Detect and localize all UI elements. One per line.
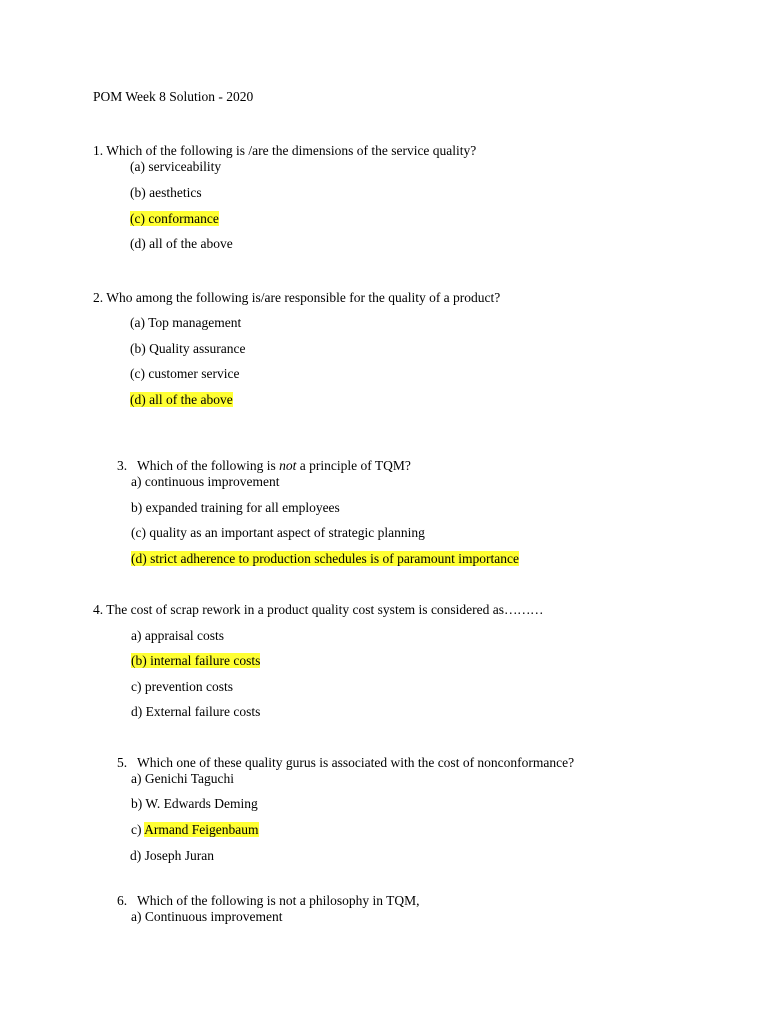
option-correct: (c) conformance xyxy=(130,211,219,226)
document-title: POM Week 8 Solution - 2020 xyxy=(93,89,254,104)
option-correct: (d) strict adherence to production schedules is of paramount importance xyxy=(131,551,519,566)
option: d) External failure costs xyxy=(131,704,261,719)
option: a) Genichi Taguchi xyxy=(131,771,235,786)
question-text: Which of the following is /are the dimensions of the service quality? xyxy=(106,143,477,158)
question-text: Who among the following is/are responsible for the quality of a product? xyxy=(106,290,501,305)
answer-highlight xyxy=(131,551,519,567)
question-number: 6. xyxy=(117,893,128,908)
option: b) expanded training for all employees xyxy=(131,500,340,515)
option: (d) all of the above xyxy=(130,236,233,251)
option: (a) serviceability xyxy=(130,159,222,174)
question-trailing-dots: ……… xyxy=(504,602,544,617)
question-2 xyxy=(93,290,500,306)
option: a) Continuous improvement xyxy=(131,909,283,924)
question-number: 2. xyxy=(93,290,104,305)
question-1 xyxy=(93,143,476,159)
answer-highlight xyxy=(130,211,219,227)
option: c) prevention costs xyxy=(131,679,233,694)
option: (b) aesthetics xyxy=(130,185,202,200)
question-text: Which of the following is not a philosophy in TQM, xyxy=(137,893,420,908)
question-text: Which one of these quality gurus is associated with the cost of nonconformance? xyxy=(137,755,575,770)
option-correct: (d) all of the above xyxy=(130,392,233,407)
answer-highlight xyxy=(131,653,260,669)
option: a) continuous improvement xyxy=(131,474,280,489)
question-4 xyxy=(93,602,543,618)
question-number: 4. xyxy=(93,602,104,617)
option-correct: (b) internal failure costs xyxy=(131,653,261,668)
option: (c) quality as an important aspect of strategic planning xyxy=(131,525,425,540)
option: (b) Quality assurance xyxy=(130,341,246,356)
option: b) W. Edwards Deming xyxy=(131,796,258,811)
question-5 xyxy=(117,755,574,771)
answer-highlight xyxy=(131,822,259,838)
question-number: 5. xyxy=(117,755,128,770)
question-number: 1. xyxy=(93,143,104,158)
question-number: 3. xyxy=(117,458,128,473)
question-text: The cost of scrap rework in a product quality cost system is considered as xyxy=(106,602,505,617)
question-text: a principle of TQM? xyxy=(299,458,411,473)
option: (c) customer service xyxy=(130,366,240,381)
answer-highlight xyxy=(130,392,233,408)
option-prefix: c) xyxy=(131,822,142,837)
question-6 xyxy=(117,893,420,909)
question-emphasis: not xyxy=(279,458,297,473)
option: (a) Top management xyxy=(130,315,242,330)
option: a) appraisal costs xyxy=(131,628,224,643)
question-text: Which of the following is xyxy=(137,458,276,473)
option: d) Joseph Juran xyxy=(130,848,214,863)
option-correct: Armand Feigenbaum xyxy=(144,822,259,837)
question-3 xyxy=(117,458,411,474)
